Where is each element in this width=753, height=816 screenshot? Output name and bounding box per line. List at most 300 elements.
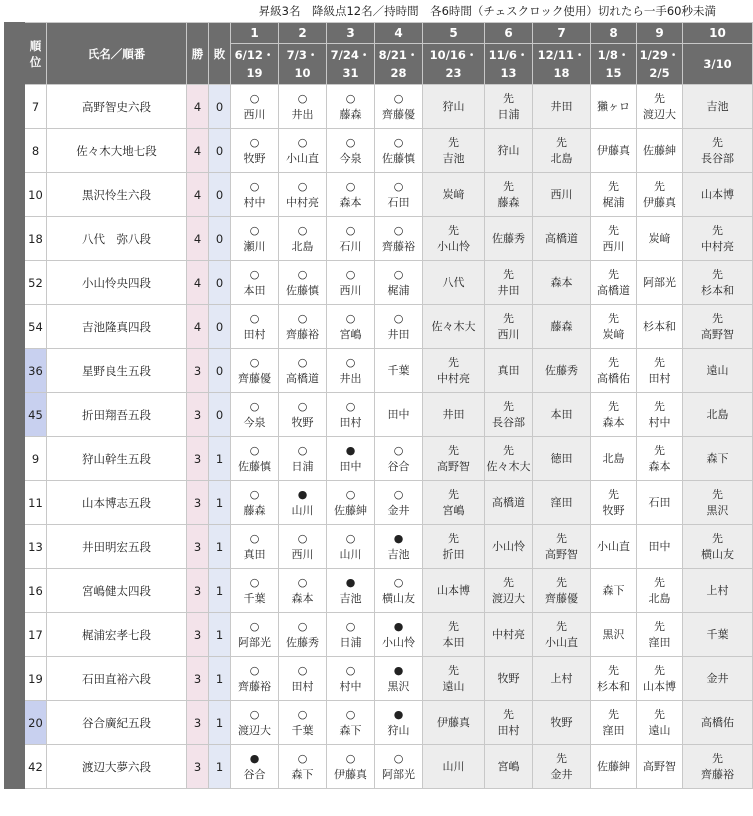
- round-date: 6/12・ 19: [231, 44, 279, 85]
- game-result: ○ 佐藤慎: [382, 135, 415, 165]
- game-result: ○ 石田: [387, 179, 410, 209]
- game-cell: [423, 393, 485, 437]
- game-result: ○ 齊藤優: [382, 91, 415, 121]
- game-result: 徳田: [550, 451, 573, 465]
- game-result: 先 井田: [497, 267, 520, 297]
- game-result: 先 黒沢: [706, 487, 729, 517]
- game-cell: [423, 525, 485, 569]
- game-cell: [637, 305, 683, 349]
- game-cell: [533, 481, 591, 525]
- game-cell: [279, 305, 327, 349]
- game-cell: [279, 525, 327, 569]
- player-name: 宮嶋健太四段: [47, 569, 187, 613]
- game-result: 千葉: [387, 363, 410, 377]
- game-result: 先 杉本和: [701, 267, 734, 297]
- game-cell: [637, 569, 683, 613]
- league-table: [4, 22, 753, 789]
- round-date: 7/3・ 10: [279, 44, 327, 85]
- game-result: ○ 田村: [339, 399, 362, 429]
- game-cell: [231, 261, 279, 305]
- game-cell: [279, 129, 327, 173]
- player-name: 高野智史六段: [47, 85, 187, 129]
- round-date: 7/24・ 31: [327, 44, 375, 85]
- table-row: [5, 569, 753, 613]
- game-cell: [637, 701, 683, 745]
- game-cell: [423, 481, 485, 525]
- game-cell: [533, 569, 591, 613]
- game-cell: [375, 701, 423, 745]
- round-number: 10: [683, 23, 753, 44]
- game-cell: [533, 525, 591, 569]
- wins-cell: 4: [187, 261, 209, 305]
- game-cell: [485, 129, 533, 173]
- losses-header: 敗: [209, 23, 231, 85]
- game-cell: [327, 481, 375, 525]
- losses-cell: 0: [209, 217, 231, 261]
- game-result: ○ 齊藤裕: [382, 223, 415, 253]
- game-cell: [683, 569, 753, 613]
- game-result: 上村: [706, 583, 729, 597]
- game-cell: [279, 393, 327, 437]
- game-result: ○ 北島: [291, 223, 314, 253]
- rank-cell: 9: [25, 437, 47, 481]
- game-cell: [485, 701, 533, 745]
- game-result: 宮嶋: [497, 759, 520, 773]
- game-cell: [423, 613, 485, 657]
- game-result: 本田: [550, 407, 573, 421]
- wins-cell: 3: [187, 569, 209, 613]
- game-cell: [533, 305, 591, 349]
- game-result: 八代: [442, 275, 465, 289]
- losses-cell: 0: [209, 173, 231, 217]
- game-cell: [279, 481, 327, 525]
- game-cell: [683, 437, 753, 481]
- game-cell: [327, 657, 375, 701]
- game-cell: [683, 305, 753, 349]
- table-row: [5, 393, 753, 437]
- table-row: [5, 701, 753, 745]
- game-result: 小山直: [597, 539, 630, 553]
- rank-cell: 11: [25, 481, 47, 525]
- game-result: 先 窪田: [648, 619, 671, 649]
- game-result: 先 田村: [497, 707, 520, 737]
- game-result: 先 伊藤真: [643, 179, 676, 209]
- name-header: 氏名／順番: [47, 23, 187, 85]
- game-result: ● 吉池: [387, 531, 410, 561]
- game-result: 獺ヶロ: [597, 99, 630, 113]
- game-result: ○ 田村: [291, 663, 314, 693]
- player-name: 八代 弥八段: [47, 217, 187, 261]
- wins-cell: 3: [187, 525, 209, 569]
- player-name: 井田明宏五段: [47, 525, 187, 569]
- game-result: ○ 藤森: [243, 487, 266, 517]
- table-row: [5, 129, 753, 173]
- game-cell: [637, 657, 683, 701]
- game-cell: [485, 525, 533, 569]
- losses-cell: 1: [209, 613, 231, 657]
- game-cell: [591, 745, 637, 789]
- game-cell: [423, 173, 485, 217]
- game-result: 先 本田: [442, 619, 465, 649]
- round-number: 2: [279, 23, 327, 44]
- game-result: 先 小山直: [545, 619, 578, 649]
- game-cell: [683, 85, 753, 129]
- player-name: 狩山幹生五段: [47, 437, 187, 481]
- losses-cell: 0: [209, 393, 231, 437]
- losses-cell: 0: [209, 85, 231, 129]
- game-result: ● 黒沢: [387, 663, 410, 693]
- rank-cell: 52: [25, 261, 47, 305]
- wins-cell: 4: [187, 129, 209, 173]
- table-row: [5, 613, 753, 657]
- game-result: 炭﨑: [648, 231, 671, 245]
- player-name: 折田翔吾五段: [47, 393, 187, 437]
- game-cell: [375, 525, 423, 569]
- game-cell: [231, 481, 279, 525]
- game-result: ○ 千葉: [291, 707, 314, 737]
- game-result: 先 牧野: [602, 487, 625, 517]
- left-edge: [5, 701, 25, 745]
- game-result: 先 炭﨑: [602, 311, 625, 341]
- game-cell: [683, 129, 753, 173]
- game-cell: [533, 261, 591, 305]
- game-cell: [637, 85, 683, 129]
- game-cell: [533, 745, 591, 789]
- game-cell: [637, 613, 683, 657]
- round-number: 4: [375, 23, 423, 44]
- game-cell: [327, 569, 375, 613]
- game-cell: [683, 393, 753, 437]
- rank-cell: 16: [25, 569, 47, 613]
- losses-cell: 1: [209, 745, 231, 789]
- game-result: 森下: [602, 583, 625, 597]
- game-cell: [423, 129, 485, 173]
- game-cell: [375, 613, 423, 657]
- game-cell: [533, 613, 591, 657]
- game-cell: [591, 525, 637, 569]
- game-cell: [375, 437, 423, 481]
- game-result: ● 山川: [291, 487, 314, 517]
- game-result: 先 村中: [648, 399, 671, 429]
- wins-cell: 4: [187, 85, 209, 129]
- round-date: 12/11・ 18: [533, 44, 591, 85]
- game-result: 伊藤真: [437, 715, 470, 729]
- game-result: ○ 佐藤慎: [238, 443, 271, 473]
- game-result: ○ 田村: [243, 311, 266, 341]
- game-result: 阿部光: [643, 275, 676, 289]
- round-number: 9: [637, 23, 683, 44]
- game-cell: [231, 349, 279, 393]
- game-cell: [485, 745, 533, 789]
- game-cell: [485, 437, 533, 481]
- game-cell: [423, 657, 485, 701]
- game-result: 高橋道: [492, 495, 525, 509]
- game-result: ● 田中: [339, 443, 362, 473]
- game-cell: [279, 349, 327, 393]
- losses-cell: 1: [209, 657, 231, 701]
- round-date: 8/21・ 28: [375, 44, 423, 85]
- game-cell: [423, 217, 485, 261]
- game-result: 井田: [550, 99, 573, 113]
- game-cell: [423, 261, 485, 305]
- game-result: ○ 横山友: [382, 575, 415, 605]
- game-cell: [231, 657, 279, 701]
- losses-cell: 1: [209, 481, 231, 525]
- game-result: 先 高橋佑: [597, 355, 630, 385]
- round-number: 5: [423, 23, 485, 44]
- game-result: 石田: [648, 495, 671, 509]
- game-result: ○ 日浦: [291, 443, 314, 473]
- game-result: ○ 阿部光: [238, 619, 271, 649]
- rank-cell: 54: [25, 305, 47, 349]
- game-cell: [591, 393, 637, 437]
- rank-cell: 13: [25, 525, 47, 569]
- game-result: 牧野: [497, 671, 520, 685]
- round-number: 3: [327, 23, 375, 44]
- game-result: ○ 森本: [339, 179, 362, 209]
- game-cell: [327, 217, 375, 261]
- game-result: 窪田: [550, 495, 573, 509]
- game-cell: [591, 173, 637, 217]
- round-number: 1: [231, 23, 279, 44]
- game-cell: [683, 613, 753, 657]
- wins-cell: 3: [187, 613, 209, 657]
- game-cell: [423, 569, 485, 613]
- game-result: 先 森本: [648, 443, 671, 473]
- game-cell: [375, 261, 423, 305]
- game-result: 狩山: [497, 143, 520, 157]
- game-cell: [637, 129, 683, 173]
- game-cell: [485, 569, 533, 613]
- game-cell: [231, 437, 279, 481]
- game-cell: [591, 437, 637, 481]
- game-result: 千葉: [706, 627, 729, 641]
- round-number: 6: [485, 23, 533, 44]
- game-cell: [279, 437, 327, 481]
- league-rules-note: 昇級3名 降級点12名／持時間 各6時間（チェスクロック使用）切れたら一手60秒未満: [258, 4, 716, 18]
- rank-cell: 45: [25, 393, 47, 437]
- game-result: 中村亮: [492, 627, 525, 641]
- losses-cell: 0: [209, 305, 231, 349]
- game-result: 藤森: [550, 319, 573, 333]
- game-result: 田中: [648, 539, 671, 553]
- table-row: [5, 657, 753, 701]
- rank-cell: 7: [25, 85, 47, 129]
- rank-cell: 20: [25, 701, 47, 745]
- game-result: 先 渡辺大: [643, 91, 676, 121]
- table-row: [5, 85, 753, 129]
- game-result: ● 吉池: [339, 575, 362, 605]
- game-cell: [591, 129, 637, 173]
- wins-cell: 4: [187, 305, 209, 349]
- game-cell: [231, 569, 279, 613]
- round-date: 10/16・ 23: [423, 44, 485, 85]
- game-result: 先 遠山: [442, 663, 465, 693]
- rank-cell: 8: [25, 129, 47, 173]
- game-cell: [423, 701, 485, 745]
- game-cell: [591, 569, 637, 613]
- game-result: ○ 齊藤裕: [238, 663, 271, 693]
- game-cell: [327, 701, 375, 745]
- game-result: 金井: [706, 671, 729, 685]
- game-result: 先 日浦: [497, 91, 520, 121]
- wins-cell: 3: [187, 701, 209, 745]
- wins-header: 勝: [187, 23, 209, 85]
- game-result: 山本博: [437, 583, 470, 597]
- game-cell: [375, 745, 423, 789]
- left-edge: [5, 349, 25, 393]
- rank-header: 順位: [25, 23, 47, 85]
- game-cell: [485, 217, 533, 261]
- game-result: 先 窪田: [602, 707, 625, 737]
- game-cell: [327, 745, 375, 789]
- wins-cell: 3: [187, 437, 209, 481]
- game-cell: [327, 437, 375, 481]
- game-cell: [533, 129, 591, 173]
- game-result: 黒沢: [602, 627, 625, 641]
- player-name: 星野良生五段: [47, 349, 187, 393]
- player-name: 小山怜央四段: [47, 261, 187, 305]
- game-cell: [485, 173, 533, 217]
- left-edge: [5, 525, 25, 569]
- game-cell: [683, 525, 753, 569]
- game-cell: [327, 261, 375, 305]
- game-result: 山本博: [701, 187, 734, 201]
- game-cell: [637, 481, 683, 525]
- rank-cell: 18: [25, 217, 47, 261]
- game-cell: [327, 85, 375, 129]
- left-edge: [5, 261, 25, 305]
- game-result: 山川: [442, 759, 465, 773]
- table-row: [5, 217, 753, 261]
- game-result: 先 西川: [497, 311, 520, 341]
- game-result: ○ 宮嶋: [339, 311, 362, 341]
- game-cell: [485, 85, 533, 129]
- game-cell: [375, 129, 423, 173]
- game-result: 佐藤秀: [492, 231, 525, 245]
- game-cell: [231, 129, 279, 173]
- game-cell: [591, 481, 637, 525]
- game-cell: [231, 393, 279, 437]
- game-result: 先 高野智: [701, 311, 734, 341]
- game-cell: [533, 393, 591, 437]
- game-result: 田中: [387, 407, 410, 421]
- game-result: 先 吉池: [442, 135, 465, 165]
- table-row: [5, 349, 753, 393]
- game-cell: [591, 349, 637, 393]
- game-cell: [375, 305, 423, 349]
- game-result: ○ 今泉: [339, 135, 362, 165]
- game-cell: [423, 85, 485, 129]
- game-cell: [683, 349, 753, 393]
- game-result: ○ 阿部光: [382, 751, 415, 781]
- game-cell: [327, 173, 375, 217]
- round-date: 1/8・ 15: [591, 44, 637, 85]
- game-result: 遠山: [706, 363, 729, 377]
- game-result: 先 山本博: [643, 663, 676, 693]
- left-edge: [5, 613, 25, 657]
- game-result: ○ 瀬川: [243, 223, 266, 253]
- game-result: ○ 今泉: [243, 399, 266, 429]
- game-result: 先 西川: [602, 223, 625, 253]
- rank-cell: 42: [25, 745, 47, 789]
- game-cell: [683, 657, 753, 701]
- game-cell: [591, 701, 637, 745]
- game-cell: [485, 481, 533, 525]
- rank-cell: 19: [25, 657, 47, 701]
- game-result: 先 北島: [648, 575, 671, 605]
- losses-cell: 0: [209, 129, 231, 173]
- game-cell: [231, 217, 279, 261]
- game-cell: [231, 85, 279, 129]
- game-result: 先 高野智: [545, 531, 578, 561]
- game-cell: [485, 261, 533, 305]
- game-cell: [279, 173, 327, 217]
- game-result: 佐藤紳: [643, 143, 676, 157]
- game-cell: [279, 657, 327, 701]
- game-cell: [683, 701, 753, 745]
- game-result: ○ 藤森: [339, 91, 362, 121]
- game-result: 森下: [706, 451, 729, 465]
- table-row: [5, 525, 753, 569]
- game-cell: [591, 613, 637, 657]
- game-cell: [231, 305, 279, 349]
- player-name: 渡辺大夢六段: [47, 745, 187, 789]
- game-result: 先 宮嶋: [442, 487, 465, 517]
- game-result: 森本: [550, 275, 573, 289]
- game-result: 佐藤秀: [545, 363, 578, 377]
- game-result: 先 中村亮: [437, 355, 470, 385]
- game-cell: [279, 613, 327, 657]
- player-name: 梶浦宏孝七段: [47, 613, 187, 657]
- game-result: 先 藤森: [497, 179, 520, 209]
- game-result: 先 横山友: [701, 531, 734, 561]
- left-edge: [5, 217, 25, 261]
- game-cell: [637, 173, 683, 217]
- game-result: 北島: [706, 407, 729, 421]
- game-cell: [279, 217, 327, 261]
- game-result: 先 折田: [442, 531, 465, 561]
- left-edge: [5, 305, 25, 349]
- game-result: ○ 小山直: [286, 135, 319, 165]
- game-cell: [423, 437, 485, 481]
- game-cell: [423, 349, 485, 393]
- game-cell: [637, 745, 683, 789]
- player-name: 佐々木大地七段: [47, 129, 187, 173]
- game-cell: [637, 437, 683, 481]
- game-cell: [327, 305, 375, 349]
- player-name: 石田直裕六段: [47, 657, 187, 701]
- game-result: 吉池: [706, 99, 729, 113]
- game-result: ○ 村中: [339, 663, 362, 693]
- game-result: 先 小山怜: [437, 223, 470, 253]
- game-result: 先 高橋道: [597, 267, 630, 297]
- game-result: 井田: [442, 407, 465, 421]
- game-cell: [533, 701, 591, 745]
- game-cell: [327, 393, 375, 437]
- game-result: 先 渡辺大: [492, 575, 525, 605]
- game-result: ○ 齊藤裕: [286, 311, 319, 341]
- game-result: 先 森本: [602, 399, 625, 429]
- game-result: ● 谷合: [243, 751, 266, 781]
- left-edge: [5, 23, 25, 85]
- game-result: ● 狩山: [387, 707, 410, 737]
- game-result: 北島: [602, 451, 625, 465]
- game-result: 先 佐々木大: [486, 443, 531, 473]
- game-result: 先 遠山: [648, 707, 671, 737]
- game-result: ○ 森本: [291, 575, 314, 605]
- wins-cell: 3: [187, 657, 209, 701]
